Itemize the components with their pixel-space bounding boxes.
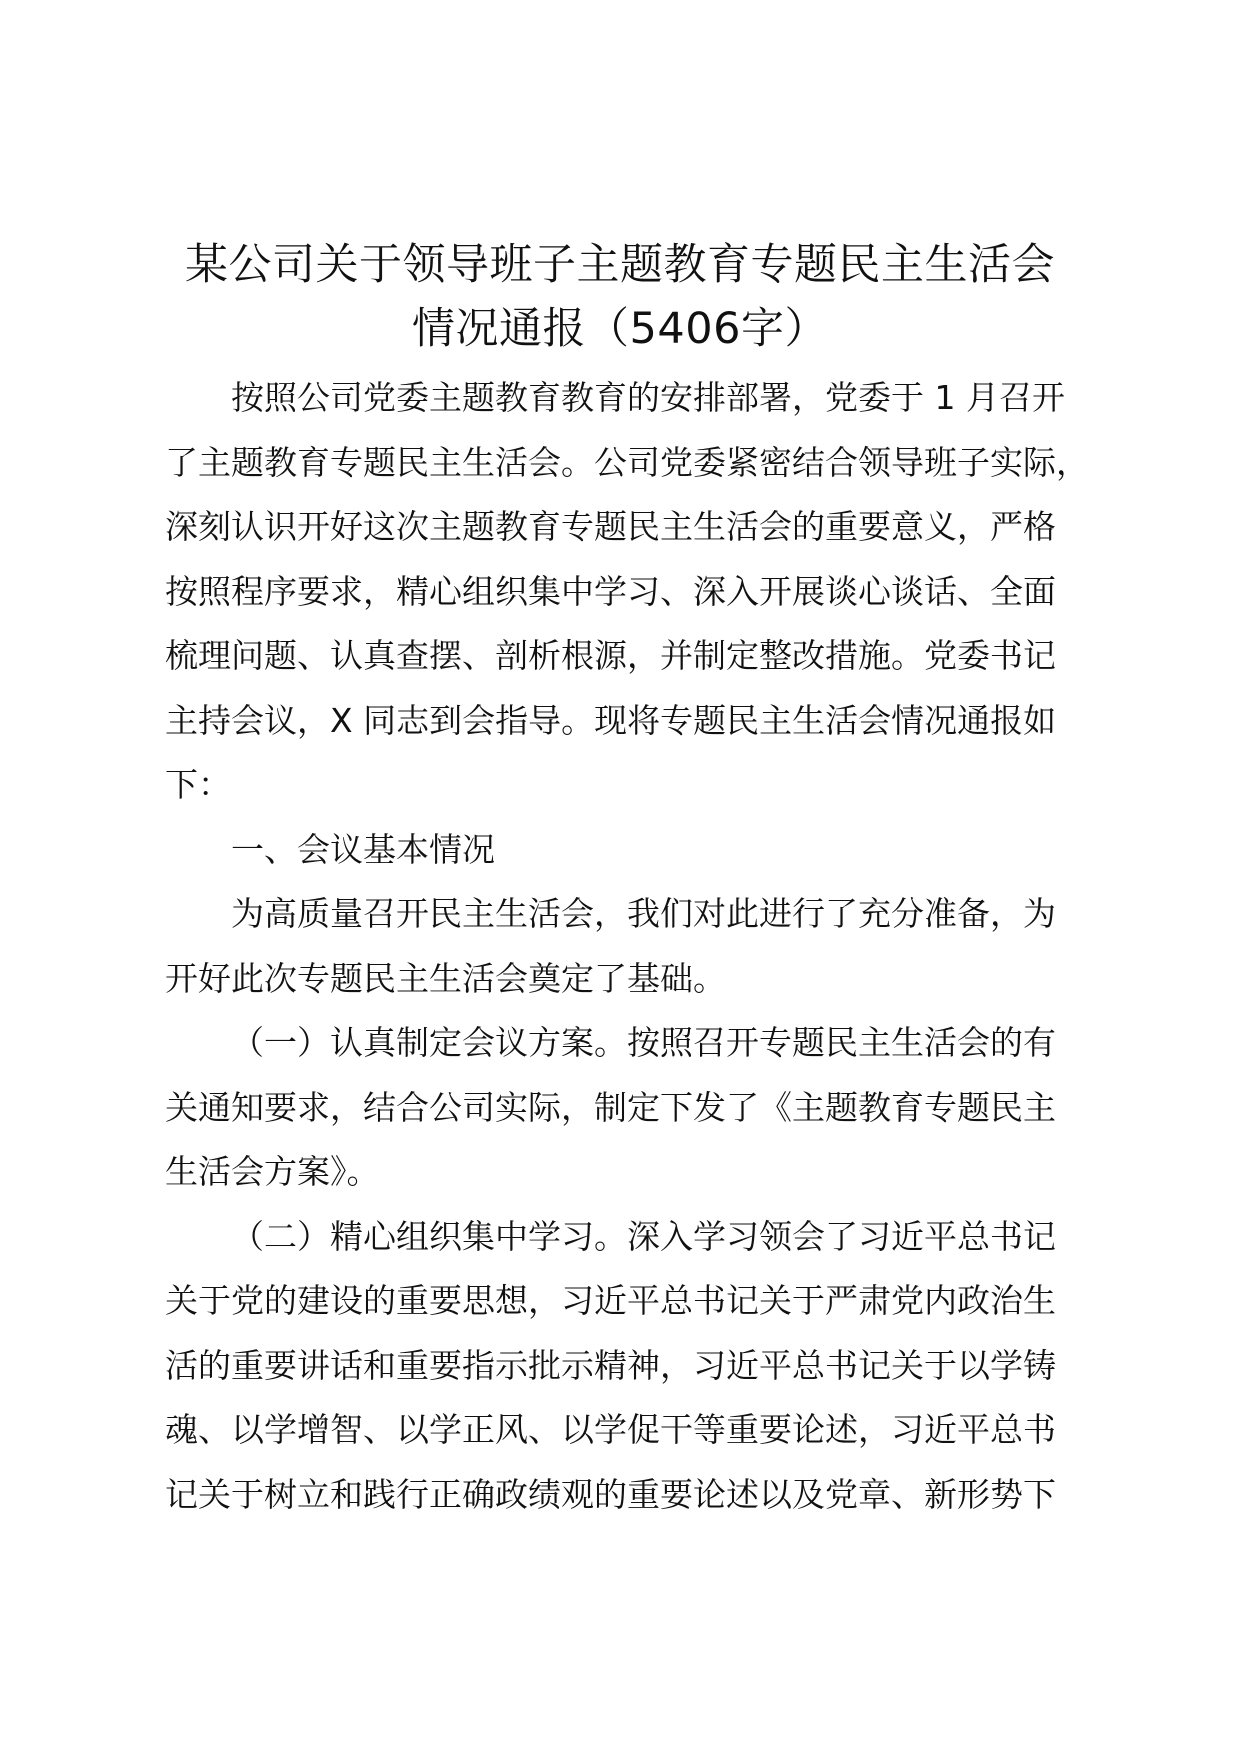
section-heading: 一、会议基本情况 <box>231 829 495 869</box>
text-line: 魂、以学增智、以学正风、以学促干等重要论述，习近平总书 <box>165 1410 1056 1449</box>
paragraph-study <box>165 1205 1085 1528</box>
paragraph-preparation <box>165 882 1085 1011</box>
text-line: 下： <box>165 765 231 804</box>
paragraph-intro <box>165 366 1089 818</box>
text-line: 关于党的建设的重要思想，习近平总书记关于严肃党内政治生 <box>165 1281 1056 1320</box>
text-line: 按照公司党委主题教育教育的安排部署，党委于 1 月召开 <box>231 378 1065 417</box>
title-line-2: 情况通报（5406字） <box>412 304 828 354</box>
text-line: 梳理问题、认真查摆、剖析根源，并制定整改措施。党委书记 <box>165 636 1056 675</box>
document-title <box>160 233 1080 361</box>
text-line: 开好此次专题民主生活会奠定了基础。 <box>165 958 726 998</box>
section-heading-1 <box>165 818 1085 883</box>
text-line: 深刻认识开好这次主题教育专题民主生活会的重要意义，严格 <box>165 507 1056 546</box>
text-line: 主持会议，X 同志到会指导。现将专题民主生活会情况通报如 <box>165 700 1057 740</box>
text-line: 为高质量召开民主生活会，我们对此进行了充分准备，为 <box>231 894 1056 933</box>
text-line: 按照程序要求，精心组织集中学习、深入开展谈心谈话、全面 <box>165 571 1056 611</box>
text-line: 活的重要讲话和重要指示批示精神，习近平总书记关于以学铸 <box>165 1345 1056 1385</box>
title-line-1: 某公司关于领导班子主题教育专题民主生活会 <box>185 240 1055 290</box>
paragraph-plan <box>165 1011 1085 1205</box>
text-line: 生活会方案》。 <box>165 1152 380 1191</box>
text-line: 记关于树立和践行正确政绩观的重要论述以及党章、新形势下 <box>165 1474 1056 1514</box>
text-line: （一）认真制定会议方案。按照召开专题民主生活会的有 <box>231 1023 1056 1062</box>
text-line: （二）精心组织集中学习。深入学习领会了习近平总书记 <box>231 1216 1056 1256</box>
document-body <box>165 366 1089 1527</box>
text-line: 了主题教育专题民主生活会。公司党委紧密结合领导班子实际， <box>165 442 1089 482</box>
text-line: 关通知要求，结合公司实际，制定下发了《主题教育专题民主 <box>165 1087 1056 1127</box>
